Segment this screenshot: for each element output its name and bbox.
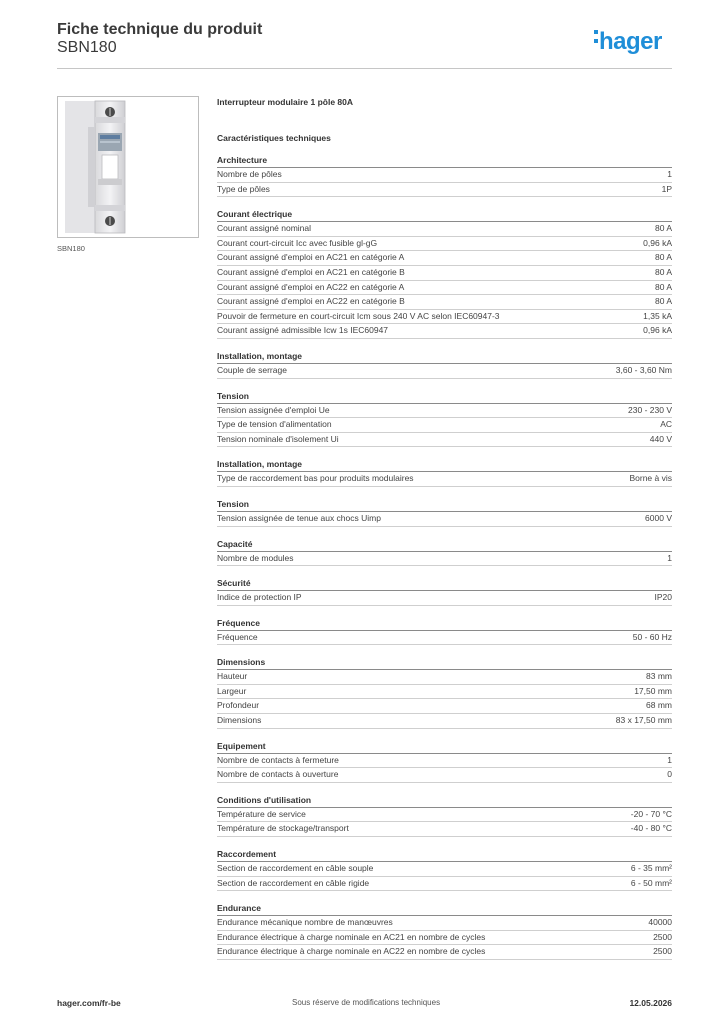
spec-row	[217, 168, 672, 183]
section-title: Caractéristiques techniques	[217, 133, 331, 143]
spec-row	[217, 768, 672, 783]
spec-label: Courant assigné d'emploi en AC22 en catégorie A	[217, 281, 405, 292]
spec-value: 1	[667, 169, 672, 179]
logo-colon-icon	[594, 26, 599, 48]
spec-group	[217, 458, 672, 487]
spec-label: Nombre de contacts à fermeture	[217, 754, 339, 765]
spec-group	[217, 154, 672, 197]
spec-value: 1	[667, 754, 672, 765]
spec-row	[217, 433, 672, 448]
spec-row	[217, 552, 672, 567]
spec-row	[217, 183, 672, 198]
spec-label: Profondeur	[217, 700, 260, 711]
spec-row	[217, 631, 672, 646]
spec-group-title: Courant électrique	[217, 208, 672, 222]
specification-panel	[217, 96, 672, 960]
product-image	[57, 96, 199, 238]
spec-row	[217, 418, 672, 433]
spec-label: Température de stockage/transport	[217, 823, 349, 834]
spec-group-title: Architecture	[217, 154, 672, 168]
spec-group	[217, 794, 672, 837]
spec-label: Pouvoir de fermeture en court-circuit Icm sous 240 V AC selon IEC60947-3	[217, 310, 500, 321]
spec-group	[217, 902, 672, 960]
product-name: Interrupteur modulaire 1 pôle 80A	[217, 97, 354, 107]
spec-row	[217, 310, 672, 325]
spec-group	[217, 208, 672, 339]
spec-label: Type de tension d'alimentation	[217, 419, 332, 430]
spec-row	[217, 237, 672, 252]
spec-group-title: Tension	[217, 498, 672, 512]
spec-value: 6000 V	[645, 512, 672, 523]
spec-value: 50 - 60 Hz	[632, 631, 672, 642]
spec-group-title: Equipement	[217, 740, 672, 754]
spec-label: Type de pôles	[217, 183, 270, 194]
spec-row	[217, 877, 672, 892]
spec-value: IP20	[654, 592, 672, 603]
spec-group-title: Raccordement	[217, 848, 672, 862]
spec-label: Type de raccordement bas pour produits modulaires	[217, 473, 414, 484]
spec-row	[217, 670, 672, 685]
spec-group	[217, 740, 672, 783]
spec-label: Courant assigné d'emploi en AC22 en catégorie B	[217, 296, 405, 307]
spec-row	[217, 945, 672, 960]
spec-label: Dimensions	[217, 715, 262, 726]
spec-value: 0	[667, 769, 672, 780]
spec-row	[217, 364, 672, 379]
spec-label: Courant court-circuit Icc avec fusible gl-gG	[217, 237, 378, 248]
spec-value: 2500	[653, 931, 672, 942]
spec-row	[217, 862, 672, 877]
spec-row	[217, 281, 672, 296]
spec-group-title: Dimensions	[217, 656, 672, 670]
spec-value: 3,60 - 3,60 Nm	[615, 364, 672, 375]
spec-group	[217, 577, 672, 606]
spec-group-title: Conditions d'utilisation	[217, 794, 672, 808]
spec-value: 6 - 35 mm²	[630, 863, 672, 874]
spec-label: Endurance électrique à charge nominale en AC22 en nombre de cycles	[217, 946, 486, 957]
spec-label: Endurance mécanique nombre de manœuvres	[217, 917, 393, 928]
spec-label: Courant assigné d'emploi en AC21 en catégorie B	[217, 266, 405, 277]
spec-label: Nombre de pôles	[217, 169, 282, 179]
spec-label: Nombre de contacts à ouverture	[217, 769, 339, 780]
spec-group	[217, 498, 672, 527]
spec-label: Section de raccordement en câble rigide	[217, 877, 370, 888]
spec-value: 80 A	[654, 281, 672, 292]
spec-label: Tension assignée d'emploi Ue	[217, 404, 330, 415]
spec-row	[217, 222, 672, 237]
spec-label: Couple de serrage	[217, 364, 287, 375]
spec-value: 1,35 kA	[643, 310, 672, 321]
spec-row	[217, 916, 672, 931]
spec-label: Courant assigné d'emploi en AC21 en catégorie A	[217, 252, 405, 263]
spec-label: Indice de protection IP	[217, 592, 302, 603]
product-reference: SBN180	[57, 39, 117, 56]
spec-row	[217, 714, 672, 729]
image-caption: SBN180	[57, 244, 85, 253]
spec-row	[217, 472, 672, 487]
logo-text: hager	[599, 28, 662, 55]
circuit-breaker-icon	[58, 97, 198, 237]
spec-value: 230 - 230 V	[628, 404, 672, 415]
spec-row	[217, 822, 672, 837]
spec-value: 80 A	[654, 252, 672, 263]
spec-value: AC	[660, 419, 672, 430]
spec-row	[217, 591, 672, 606]
spec-group-title: Installation, montage	[217, 350, 672, 364]
spec-value: 80 A	[654, 266, 672, 277]
spec-group-title: Installation, montage	[217, 458, 672, 472]
spec-value: 68 mm	[646, 700, 672, 711]
spec-row	[217, 808, 672, 823]
spec-row	[217, 685, 672, 700]
spec-value: 6 - 50 mm²	[630, 877, 672, 888]
spec-group-title: Tension	[217, 390, 672, 404]
spec-value: 83 x 17,50 mm	[615, 715, 672, 726]
spec-group	[217, 617, 672, 646]
hager-logo	[594, 27, 662, 54]
spec-value: 440 V	[649, 433, 672, 444]
spec-value: 2500	[653, 946, 672, 957]
spec-label: Température de service	[217, 808, 306, 819]
spec-label: Tension nominale d'isolement Ui	[217, 433, 339, 444]
spec-group-title: Fréquence	[217, 617, 672, 631]
spec-row	[217, 512, 672, 527]
spec-value: -40 - 80 °C	[630, 823, 672, 834]
spec-row	[217, 699, 672, 714]
spec-row	[217, 754, 672, 769]
spec-value: 80 A	[654, 223, 672, 234]
spec-group	[217, 848, 672, 891]
spec-label: Section de raccordement en câble souple	[217, 863, 374, 874]
spec-group	[217, 390, 672, 448]
spec-groups	[217, 154, 672, 960]
spec-group	[217, 656, 672, 728]
spec-value: 0,96 kA	[643, 325, 672, 336]
spec-label: Tension assignée de tenue aux chocs Uimp	[217, 512, 381, 523]
spec-label: Hauteur	[217, 671, 248, 682]
spec-value: Borne à vis	[629, 473, 672, 484]
spec-row	[217, 931, 672, 946]
spec-value: 83 mm	[646, 671, 672, 682]
spec-group-title: Sécurité	[217, 577, 672, 591]
spec-group	[217, 538, 672, 567]
footer-disclaimer: Sous réserve de modifications techniques	[292, 998, 441, 1007]
spec-value: 17,50 mm	[634, 685, 672, 696]
spec-row	[217, 404, 672, 419]
spec-row	[217, 266, 672, 281]
spec-row	[217, 324, 672, 339]
spec-value: 80 A	[654, 296, 672, 307]
spec-group-title: Capacité	[217, 538, 672, 552]
footer-website-link[interactable]: hager.com/fr-be	[57, 998, 121, 1008]
spec-label: Courant assigné admissible Icw 1s IEC60947	[217, 325, 389, 336]
header-divider	[57, 68, 672, 69]
footer-date: 12.05.2026	[629, 998, 672, 1008]
spec-label: Fréquence	[217, 631, 258, 642]
spec-value: 0,96 kA	[643, 237, 672, 248]
spec-value: 40000	[648, 917, 672, 928]
spec-group	[217, 350, 672, 379]
spec-label: Nombre de modules	[217, 552, 294, 563]
page-title: Fiche technique du produit	[57, 21, 263, 38]
spec-label: Courant assigné nominal	[217, 223, 312, 234]
spec-row	[217, 251, 672, 266]
spec-group-title: Endurance	[217, 902, 672, 916]
spec-value: -20 - 70 °C	[630, 808, 672, 819]
spec-label: Largeur	[217, 685, 247, 696]
spec-value: 1	[667, 552, 672, 563]
spec-value: 1P	[661, 183, 672, 194]
spec-row	[217, 295, 672, 310]
spec-label: Endurance électrique à charge nominale en AC21 en nombre de cycles	[217, 931, 486, 942]
